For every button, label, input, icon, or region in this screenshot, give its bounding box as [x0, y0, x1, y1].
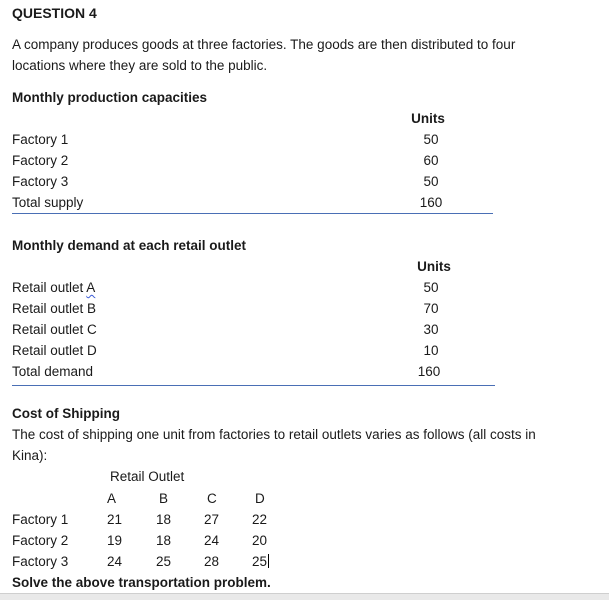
- demand-row-label: Retail outlet D: [12, 343, 97, 358]
- production-divider: [12, 213, 493, 214]
- cost-row-label: Factory 3: [12, 554, 69, 569]
- production-row-value: 60: [423, 153, 439, 168]
- cost-cell: 24: [107, 554, 123, 569]
- cost-column-header: A: [107, 491, 117, 506]
- production-units-header: Units: [411, 111, 445, 126]
- cost-column-header: C: [207, 491, 217, 506]
- cost-column-header: B: [159, 491, 169, 506]
- cost-cell: 21: [107, 512, 123, 527]
- production-row-label: Factory 1: [12, 132, 69, 147]
- cost-row-label: Factory 2: [12, 533, 69, 548]
- bottom-scrollbar[interactable]: [0, 593, 609, 600]
- intro-line-1: A company produces goods at three factories. The goods are then distributed to four: [12, 37, 516, 52]
- demand-divider: [12, 385, 495, 386]
- cost-cell: 22: [252, 512, 268, 527]
- cost-cell: 28: [204, 554, 220, 569]
- demand-row-label: Retail outlet A: [12, 280, 96, 295]
- demand-total-label: Total demand: [12, 364, 94, 379]
- cost-cell: 25: [156, 554, 172, 569]
- shipping-desc-line-1: The cost of shipping one unit from factories to retail outlets varies as follows (all costs in: [12, 427, 536, 442]
- retail-outlet-header: Retail Outlet: [110, 469, 185, 484]
- shipping-desc-line-2: Kina):: [12, 448, 48, 463]
- production-title: Monthly production capacities: [12, 90, 208, 105]
- production-total-label: Total supply: [12, 195, 84, 210]
- cost-column-header: D: [255, 491, 265, 506]
- production-total-value: 160: [419, 195, 443, 210]
- cost-cell: 24: [204, 533, 220, 548]
- intro-line-2: locations where they are sold to the public.: [12, 58, 268, 73]
- cost-cell-with-cursor[interactable]: 25: [252, 554, 268, 569]
- demand-row-value: 10: [423, 343, 439, 358]
- production-row-label: Factory 2: [12, 153, 69, 168]
- demand-row-value: 30: [423, 322, 439, 337]
- cost-cell: 20: [252, 533, 268, 548]
- demand-title: Monthly demand at each retail outlet: [12, 238, 247, 253]
- demand-row-label: Retail outlet B: [12, 301, 97, 316]
- demand-row-value: 50: [423, 280, 439, 295]
- text-cursor: [268, 554, 269, 568]
- instruction-text: Solve the above transportation problem.: [12, 575, 271, 590]
- cost-cell: 19: [107, 533, 123, 548]
- demand-row-value: 70: [423, 301, 439, 316]
- spellcheck-underline: A: [86, 280, 96, 295]
- question-heading: QUESTION 4: [12, 5, 97, 21]
- production-row-value: 50: [423, 174, 439, 189]
- demand-units-header: Units: [417, 259, 451, 274]
- demand-row-label: Retail outlet C: [12, 322, 97, 337]
- shipping-title: Cost of Shipping: [12, 406, 120, 421]
- cost-row-label: Factory 1: [12, 512, 69, 527]
- cost-cell: 27: [204, 512, 220, 527]
- cost-cell: 18: [156, 512, 172, 527]
- cost-cell: 18: [156, 533, 172, 548]
- demand-total-value: 160: [417, 364, 441, 379]
- production-row-value: 50: [423, 132, 439, 147]
- production-row-label: Factory 3: [12, 174, 69, 189]
